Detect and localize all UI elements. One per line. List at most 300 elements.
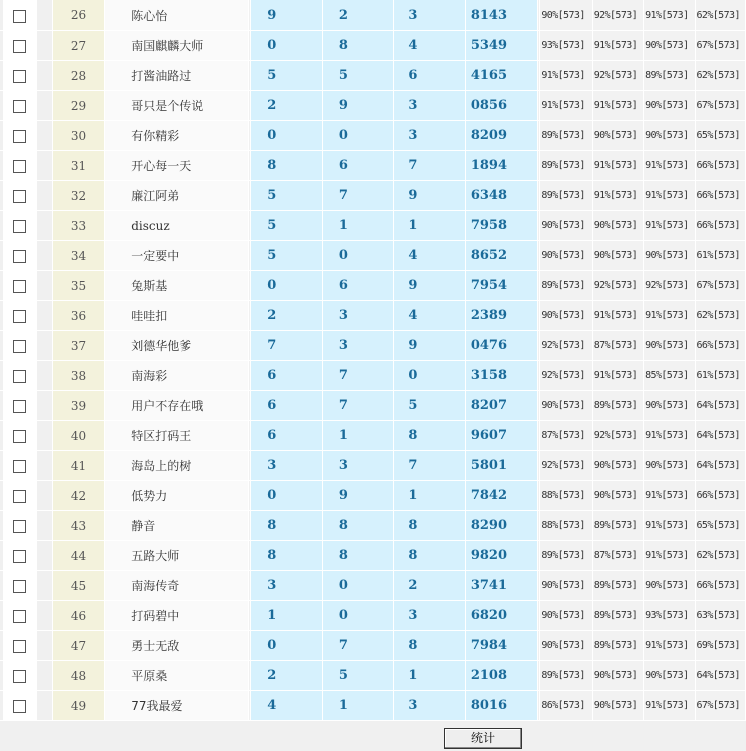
accuracy-2: 89%[573] bbox=[592, 571, 643, 601]
digit-2: 9 bbox=[322, 91, 394, 121]
table-row bbox=[0, 331, 746, 361]
accuracy-3: 90%[573] bbox=[644, 91, 695, 121]
digit-3: 4 bbox=[394, 241, 466, 271]
digit-3: 3 bbox=[394, 601, 466, 631]
digit-3: 9 bbox=[394, 271, 466, 301]
accuracy-2: 91%[573] bbox=[592, 301, 643, 331]
row-select-checkbox-cell[interactable] bbox=[3, 691, 36, 721]
row-select-checkbox[interactable] bbox=[13, 280, 26, 293]
digit-3: 4 bbox=[394, 301, 466, 331]
accuracy-3: 91%[573] bbox=[644, 511, 695, 541]
row-select-checkbox[interactable] bbox=[13, 520, 26, 533]
accuracy-2: 92%[573] bbox=[592, 421, 643, 451]
row-number: 43 bbox=[52, 511, 104, 541]
row-select-checkbox-cell[interactable] bbox=[3, 151, 36, 181]
accuracy-2: 87%[573] bbox=[592, 541, 643, 571]
row-number: 27 bbox=[52, 31, 104, 61]
accuracy-1: 89%[573] bbox=[540, 541, 592, 571]
digit-1: 2 bbox=[251, 301, 323, 331]
user-name: 一定要中 bbox=[105, 241, 249, 271]
four-digit-number: 0476 bbox=[465, 331, 538, 361]
column-separator bbox=[36, 361, 52, 391]
table-row bbox=[0, 541, 746, 571]
accuracy-1: 89%[573] bbox=[540, 121, 592, 151]
column-separator bbox=[36, 31, 52, 61]
user-name: 平原桑 bbox=[105, 661, 249, 691]
column-separator bbox=[36, 691, 52, 721]
digit-2: 1 bbox=[322, 691, 394, 721]
four-digit-number: 2389 bbox=[465, 301, 538, 331]
digit-1: 2 bbox=[251, 661, 323, 691]
four-digit-number: 8652 bbox=[465, 241, 538, 271]
table-row bbox=[0, 31, 746, 61]
digit-2: 8 bbox=[322, 511, 394, 541]
digit-3: 0 bbox=[394, 361, 466, 391]
four-digit-number: 3158 bbox=[465, 361, 538, 391]
digit-2: 0 bbox=[322, 571, 394, 601]
column-separator bbox=[36, 631, 52, 661]
accuracy-1: 92%[573] bbox=[540, 451, 592, 481]
accuracy-3: 90%[573] bbox=[644, 31, 695, 61]
accuracy-4: 67%[573] bbox=[695, 691, 746, 721]
table-row bbox=[0, 61, 746, 91]
column-separator bbox=[36, 301, 52, 331]
row-select-checkbox[interactable] bbox=[13, 460, 26, 473]
four-digit-number: 7842 bbox=[465, 481, 538, 511]
accuracy-3: 91%[573] bbox=[644, 0, 695, 31]
accuracy-2: 91%[573] bbox=[592, 181, 643, 211]
accuracy-4: 66%[573] bbox=[695, 151, 746, 181]
accuracy-4: 62%[573] bbox=[695, 301, 746, 331]
user-name: 陈心怡 bbox=[105, 0, 249, 31]
row-select-checkbox[interactable] bbox=[13, 340, 26, 353]
accuracy-2: 90%[573] bbox=[592, 241, 643, 271]
user-name: 南海传奇 bbox=[105, 571, 249, 601]
accuracy-2: 91%[573] bbox=[592, 361, 643, 391]
table-row bbox=[0, 0, 746, 31]
digit-2: 6 bbox=[322, 151, 394, 181]
user-name: 南海彩 bbox=[105, 361, 249, 391]
accuracy-4: 67%[573] bbox=[695, 31, 746, 61]
row-select-checkbox-cell[interactable] bbox=[3, 601, 36, 631]
accuracy-2: 87%[573] bbox=[592, 331, 643, 361]
row-select-checkbox[interactable] bbox=[13, 250, 26, 263]
row-select-checkbox-cell[interactable] bbox=[3, 571, 36, 601]
accuracy-1: 90%[573] bbox=[540, 301, 592, 331]
table-row bbox=[0, 211, 746, 241]
row-select-checkbox-cell[interactable] bbox=[3, 61, 36, 91]
digit-2: 7 bbox=[322, 361, 394, 391]
row-select-checkbox-cell[interactable] bbox=[3, 511, 36, 541]
accuracy-4: 61%[573] bbox=[695, 361, 746, 391]
digit-2: 7 bbox=[322, 181, 394, 211]
four-digit-number: 9607 bbox=[465, 421, 538, 451]
accuracy-4: 67%[573] bbox=[695, 271, 746, 301]
four-digit-number: 6348 bbox=[465, 181, 538, 211]
row-select-checkbox-cell[interactable] bbox=[3, 541, 36, 571]
user-name: 南国麒麟大师 bbox=[105, 31, 249, 61]
digit-1: 5 bbox=[251, 241, 323, 271]
four-digit-number: 0856 bbox=[465, 91, 538, 121]
row-select-checkbox[interactable] bbox=[13, 310, 26, 323]
row-select-checkbox-cell[interactable] bbox=[3, 271, 36, 301]
row-number: 30 bbox=[52, 121, 104, 151]
accuracy-4: 64%[573] bbox=[695, 391, 746, 421]
user-name: 开心每一天 bbox=[105, 151, 249, 181]
digit-2: 5 bbox=[322, 61, 394, 91]
accuracy-2: 92%[573] bbox=[592, 0, 643, 31]
digit-1: 3 bbox=[251, 571, 323, 601]
digit-2: 8 bbox=[322, 541, 394, 571]
accuracy-4: 66%[573] bbox=[695, 331, 746, 361]
row-select-checkbox-cell[interactable] bbox=[3, 181, 36, 211]
stat-button[interactable]: 统计 bbox=[444, 728, 522, 749]
accuracy-1: 91%[573] bbox=[540, 91, 592, 121]
digit-3: 9 bbox=[394, 181, 466, 211]
digit-1: 8 bbox=[251, 511, 323, 541]
digit-2: 3 bbox=[322, 451, 394, 481]
accuracy-4: 66%[573] bbox=[695, 481, 746, 511]
digit-1: 3 bbox=[251, 451, 323, 481]
user-name: 打酱油路过 bbox=[105, 61, 249, 91]
digit-2: 1 bbox=[322, 211, 394, 241]
accuracy-4: 64%[573] bbox=[695, 451, 746, 481]
digit-1: 6 bbox=[251, 391, 323, 421]
accuracy-1: 89%[573] bbox=[540, 151, 592, 181]
four-digit-number: 7954 bbox=[465, 271, 538, 301]
row-select-checkbox[interactable] bbox=[13, 700, 26, 713]
user-name: 用户不存在哦 bbox=[105, 391, 249, 421]
column-separator bbox=[36, 331, 52, 361]
four-digit-number: 7984 bbox=[465, 631, 538, 661]
row-select-checkbox[interactable] bbox=[13, 580, 26, 593]
digit-1: 1 bbox=[251, 601, 323, 631]
user-name: 静音 bbox=[105, 511, 249, 541]
column-separator bbox=[36, 421, 52, 451]
accuracy-2: 91%[573] bbox=[592, 91, 643, 121]
accuracy-4: 69%[573] bbox=[695, 631, 746, 661]
accuracy-1: 93%[573] bbox=[540, 31, 592, 61]
user-name: 低势力 bbox=[105, 481, 249, 511]
table-row bbox=[0, 391, 746, 421]
row-number: 45 bbox=[52, 571, 104, 601]
digit-3: 1 bbox=[394, 481, 466, 511]
accuracy-2: 89%[573] bbox=[592, 631, 643, 661]
row-number: 38 bbox=[52, 361, 104, 391]
four-digit-number: 4165 bbox=[465, 61, 538, 91]
table-row bbox=[0, 511, 746, 541]
digit-3: 3 bbox=[394, 0, 466, 31]
table-row bbox=[0, 661, 746, 691]
digit-3: 3 bbox=[394, 91, 466, 121]
accuracy-2: 90%[573] bbox=[592, 211, 643, 241]
digit-2: 3 bbox=[322, 301, 394, 331]
accuracy-4: 62%[573] bbox=[695, 0, 746, 31]
table-row bbox=[0, 271, 746, 301]
accuracy-2: 90%[573] bbox=[592, 451, 643, 481]
row-select-checkbox-cell[interactable] bbox=[3, 481, 36, 511]
row-number: 36 bbox=[52, 301, 104, 331]
digit-1: 2 bbox=[251, 91, 323, 121]
accuracy-2: 89%[573] bbox=[592, 601, 643, 631]
accuracy-1: 88%[573] bbox=[540, 511, 592, 541]
accuracy-4: 64%[573] bbox=[695, 421, 746, 451]
table-row bbox=[0, 361, 746, 391]
digit-3: 5 bbox=[394, 391, 466, 421]
digit-2: 0 bbox=[322, 121, 394, 151]
four-digit-number: 5349 bbox=[465, 31, 538, 61]
row-select-checkbox-cell[interactable] bbox=[3, 121, 36, 151]
table-row bbox=[0, 421, 746, 451]
accuracy-1: 89%[573] bbox=[540, 271, 592, 301]
digit-3: 7 bbox=[394, 151, 466, 181]
accuracy-4: 65%[573] bbox=[695, 511, 746, 541]
row-select-checkbox-cell[interactable] bbox=[3, 451, 36, 481]
row-number: 37 bbox=[52, 331, 104, 361]
digit-3: 2 bbox=[394, 571, 466, 601]
digit-1: 9 bbox=[251, 0, 323, 31]
accuracy-3: 91%[573] bbox=[644, 421, 695, 451]
column-separator bbox=[36, 511, 52, 541]
row-select-checkbox[interactable] bbox=[13, 10, 26, 23]
column-separator bbox=[36, 481, 52, 511]
accuracy-4: 66%[573] bbox=[695, 211, 746, 241]
row-number: 34 bbox=[52, 241, 104, 271]
accuracy-4: 66%[573] bbox=[695, 181, 746, 211]
accuracy-3: 91%[573] bbox=[644, 151, 695, 181]
digit-3: 8 bbox=[394, 541, 466, 571]
row-number: 49 bbox=[52, 691, 104, 721]
accuracy-3: 90%[573] bbox=[644, 331, 695, 361]
digit-1: 8 bbox=[251, 541, 323, 571]
table-row bbox=[0, 91, 746, 121]
accuracy-2: 90%[573] bbox=[592, 121, 643, 151]
row-number: 28 bbox=[52, 61, 104, 91]
column-separator bbox=[36, 601, 52, 631]
column-separator bbox=[36, 181, 52, 211]
digit-1: 0 bbox=[251, 121, 323, 151]
accuracy-1: 86%[573] bbox=[540, 691, 592, 721]
user-name: 哇哇扣 bbox=[105, 301, 249, 331]
digit-3: 8 bbox=[394, 421, 466, 451]
accuracy-1: 89%[573] bbox=[540, 661, 592, 691]
digit-3: 8 bbox=[394, 511, 466, 541]
digit-3: 3 bbox=[394, 121, 466, 151]
row-number: 33 bbox=[52, 211, 104, 241]
row-select-checkbox[interactable] bbox=[13, 220, 26, 233]
row-select-checkbox[interactable] bbox=[13, 550, 26, 563]
accuracy-1: 87%[573] bbox=[540, 421, 592, 451]
row-select-checkbox-cell[interactable] bbox=[3, 301, 36, 331]
column-separator bbox=[36, 61, 52, 91]
digit-1: 5 bbox=[251, 211, 323, 241]
accuracy-3: 85%[573] bbox=[644, 361, 695, 391]
accuracy-4: 65%[573] bbox=[695, 121, 746, 151]
row-number: 40 bbox=[52, 421, 104, 451]
table-row bbox=[0, 121, 746, 151]
row-number: 48 bbox=[52, 661, 104, 691]
digit-1: 8 bbox=[251, 151, 323, 181]
accuracy-4: 62%[573] bbox=[695, 541, 746, 571]
accuracy-2: 89%[573] bbox=[592, 391, 643, 421]
accuracy-3: 91%[573] bbox=[644, 631, 695, 661]
accuracy-4: 62%[573] bbox=[695, 61, 746, 91]
user-name: 特区打码王 bbox=[105, 421, 249, 451]
accuracy-1: 92%[573] bbox=[540, 331, 592, 361]
row-select-checkbox-cell[interactable] bbox=[3, 211, 36, 241]
accuracy-3: 89%[573] bbox=[644, 61, 695, 91]
row-number: 44 bbox=[52, 541, 104, 571]
digit-1: 5 bbox=[251, 61, 323, 91]
row-select-checkbox[interactable] bbox=[13, 100, 26, 113]
row-select-checkbox[interactable] bbox=[13, 130, 26, 143]
digit-3: 8 bbox=[394, 631, 466, 661]
accuracy-3: 90%[573] bbox=[644, 121, 695, 151]
table-row bbox=[0, 301, 746, 331]
four-digit-number: 8207 bbox=[465, 391, 538, 421]
row-select-checkbox[interactable] bbox=[13, 40, 26, 53]
accuracy-3: 91%[573] bbox=[644, 481, 695, 511]
row-select-checkbox[interactable] bbox=[13, 490, 26, 503]
four-digit-number: 8016 bbox=[465, 691, 538, 721]
row-select-checkbox-cell[interactable] bbox=[3, 391, 36, 421]
digit-2: 8 bbox=[322, 31, 394, 61]
row-select-checkbox[interactable] bbox=[13, 160, 26, 173]
row-number: 32 bbox=[52, 181, 104, 211]
digit-2: 1 bbox=[322, 421, 394, 451]
accuracy-2: 92%[573] bbox=[592, 61, 643, 91]
row-number: 46 bbox=[52, 601, 104, 631]
column-separator bbox=[36, 91, 52, 121]
table-row bbox=[0, 571, 746, 601]
four-digit-number: 8209 bbox=[465, 121, 538, 151]
four-digit-number: 3741 bbox=[465, 571, 538, 601]
four-digit-number: 5801 bbox=[465, 451, 538, 481]
column-separator bbox=[36, 0, 52, 31]
row-select-checkbox[interactable] bbox=[13, 400, 26, 413]
row-select-checkbox-cell[interactable] bbox=[3, 331, 36, 361]
accuracy-1: 88%[573] bbox=[540, 481, 592, 511]
accuracy-3: 90%[573] bbox=[644, 571, 695, 601]
digit-3: 3 bbox=[394, 691, 466, 721]
user-name: 77我最爱 bbox=[105, 691, 249, 721]
accuracy-3: 90%[573] bbox=[644, 451, 695, 481]
row-select-checkbox[interactable] bbox=[13, 670, 26, 683]
row-select-checkbox[interactable] bbox=[13, 640, 26, 653]
row-number: 42 bbox=[52, 481, 104, 511]
accuracy-2: 90%[573] bbox=[592, 481, 643, 511]
user-name: 有你精彩 bbox=[105, 121, 249, 151]
row-select-checkbox-cell[interactable] bbox=[3, 241, 36, 271]
user-name: 海岛上的树 bbox=[105, 451, 249, 481]
accuracy-3: 90%[573] bbox=[644, 661, 695, 691]
table-row bbox=[0, 601, 746, 631]
row-number: 26 bbox=[52, 0, 104, 31]
row-select-checkbox-cell[interactable] bbox=[3, 361, 36, 391]
digit-2: 7 bbox=[322, 391, 394, 421]
row-select-checkbox[interactable] bbox=[13, 190, 26, 203]
row-select-checkbox-cell[interactable] bbox=[3, 421, 36, 451]
user-name: 刘德华他爹 bbox=[105, 331, 249, 361]
four-digit-number: 7958 bbox=[465, 211, 538, 241]
accuracy-2: 91%[573] bbox=[592, 151, 643, 181]
table-row bbox=[0, 241, 746, 271]
four-digit-number: 1894 bbox=[465, 151, 538, 181]
row-select-checkbox[interactable] bbox=[13, 70, 26, 83]
digit-3: 7 bbox=[394, 451, 466, 481]
digit-1: 0 bbox=[251, 481, 323, 511]
four-digit-number: 2108 bbox=[465, 661, 538, 691]
accuracy-3: 90%[573] bbox=[644, 391, 695, 421]
accuracy-4: 63%[573] bbox=[695, 601, 746, 631]
digit-2: 9 bbox=[322, 481, 394, 511]
table-row bbox=[0, 631, 746, 661]
digit-1: 6 bbox=[251, 421, 323, 451]
accuracy-2: 90%[573] bbox=[592, 691, 643, 721]
column-separator bbox=[36, 661, 52, 691]
accuracy-3: 91%[573] bbox=[644, 301, 695, 331]
row-number: 35 bbox=[52, 271, 104, 301]
column-separator bbox=[36, 391, 52, 421]
digit-1: 5 bbox=[251, 181, 323, 211]
digit-2: 7 bbox=[322, 631, 394, 661]
row-select-checkbox-cell[interactable] bbox=[3, 91, 36, 121]
accuracy-4: 61%[573] bbox=[695, 241, 746, 271]
accuracy-4: 64%[573] bbox=[695, 661, 746, 691]
row-number: 41 bbox=[52, 451, 104, 481]
user-name: 廉江阿弟 bbox=[105, 181, 249, 211]
accuracy-2: 90%[573] bbox=[592, 661, 643, 691]
row-select-checkbox[interactable] bbox=[13, 430, 26, 443]
accuracy-3: 93%[573] bbox=[644, 601, 695, 631]
digit-3: 6 bbox=[394, 61, 466, 91]
column-separator bbox=[36, 211, 52, 241]
row-select-checkbox-cell[interactable] bbox=[3, 661, 36, 691]
four-digit-number: 8143 bbox=[465, 0, 538, 31]
column-separator bbox=[36, 271, 52, 301]
four-digit-number: 9820 bbox=[465, 541, 538, 571]
accuracy-1: 90%[573] bbox=[540, 0, 592, 31]
user-name: 勇士无敌 bbox=[105, 631, 249, 661]
column-separator bbox=[36, 151, 52, 181]
column-separator bbox=[36, 451, 52, 481]
row-select-checkbox-cell[interactable] bbox=[3, 631, 36, 661]
column-separator bbox=[36, 241, 52, 271]
accuracy-3: 90%[573] bbox=[644, 241, 695, 271]
digit-3: 9 bbox=[394, 331, 466, 361]
accuracy-3: 91%[573] bbox=[644, 541, 695, 571]
digit-2: 2 bbox=[322, 0, 394, 31]
digit-1: 7 bbox=[251, 331, 323, 361]
row-select-checkbox[interactable] bbox=[13, 610, 26, 623]
accuracy-1: 90%[573] bbox=[540, 211, 592, 241]
row-select-checkbox-cell[interactable] bbox=[3, 31, 36, 61]
user-name: 哥只是个传说 bbox=[105, 91, 249, 121]
digit-1: 4 bbox=[251, 691, 323, 721]
digit-1: 0 bbox=[251, 31, 323, 61]
digit-2: 0 bbox=[322, 241, 394, 271]
row-number: 29 bbox=[52, 91, 104, 121]
digit-2: 3 bbox=[322, 331, 394, 361]
row-select-checkbox[interactable] bbox=[13, 370, 26, 383]
digit-2: 5 bbox=[322, 661, 394, 691]
four-digit-number: 6820 bbox=[465, 601, 538, 631]
table-row bbox=[0, 451, 746, 481]
row-select-checkbox-cell[interactable] bbox=[3, 0, 36, 31]
table-row bbox=[0, 481, 746, 511]
accuracy-1: 90%[573] bbox=[540, 391, 592, 421]
accuracy-1: 90%[573] bbox=[540, 241, 592, 271]
